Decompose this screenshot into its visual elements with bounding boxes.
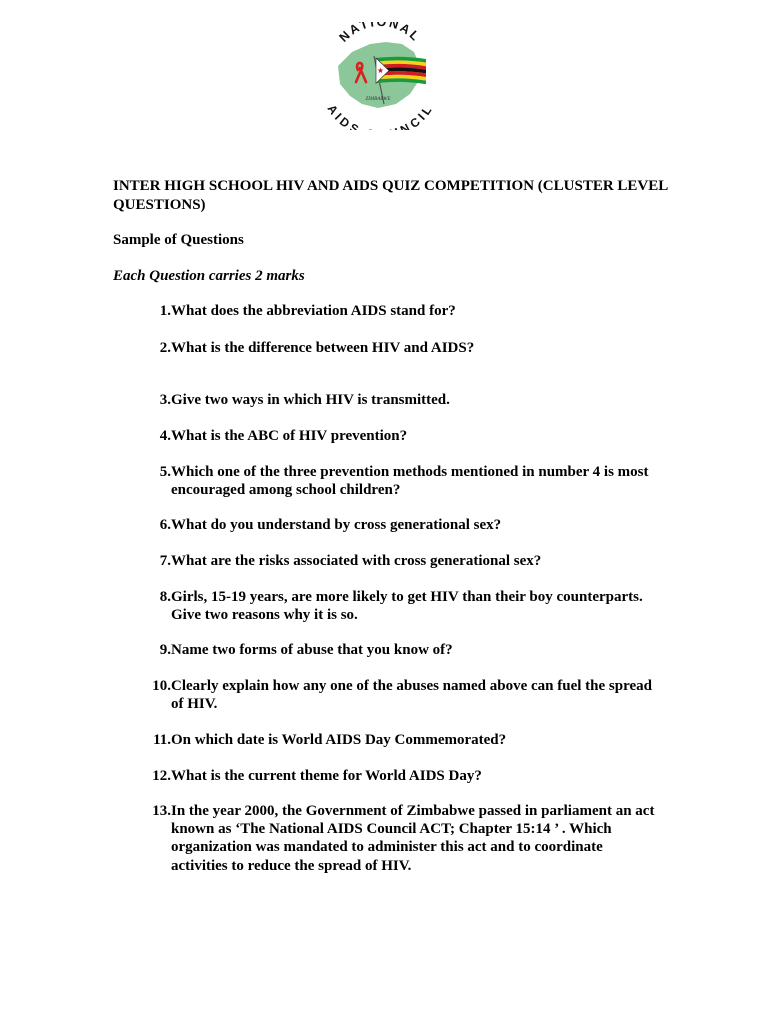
question-text: What is the ABC of HIV prevention?	[171, 428, 408, 444]
question-number: 8.	[159, 589, 171, 605]
question-number: 1.	[159, 303, 171, 319]
question-text: Clearly explain how any one of the abuses named above can fuel the spread of HIV.	[171, 678, 652, 713]
question-text: What is the difference between HIV and AIDS?	[171, 340, 475, 356]
question-text: On which date is World AIDS Day Commemorated?	[171, 732, 507, 748]
question-number: 10.	[152, 678, 171, 694]
question-number: 11.	[153, 732, 171, 748]
question-item	[143, 802, 663, 875]
question-item	[143, 516, 663, 534]
question-number: 5.	[159, 464, 171, 480]
question-item	[143, 767, 663, 785]
question-text: What are the risks associated with cross generational sex?	[171, 553, 542, 569]
question-number: 3.	[159, 392, 171, 408]
question-item	[143, 731, 663, 749]
question-text: Girls, 15-19 years, are more likely to get HIV than their boy counterparts. Give two reasons why it is so.	[171, 589, 643, 624]
question-number: 7.	[159, 553, 171, 569]
question-number: 2.	[159, 340, 171, 356]
question-number: 4.	[159, 428, 171, 444]
question-item	[143, 588, 663, 624]
logo-map-label: ZIMBABWE	[365, 97, 391, 102]
question-item	[143, 391, 663, 409]
question-text: What is the current theme for World AIDS Day?	[171, 768, 482, 784]
question-item	[143, 552, 663, 570]
question-number: 13.	[152, 803, 171, 819]
question-text: In the year 2000, the Government of Zimbabwe passed in parliament an act known as ‘The National AIDS Council ACT; Chapter 15:14 ’ . Which organization was mandated to administer this act and to coordinate activities to reduce the spread of HIV.	[171, 803, 655, 874]
national-aids-council-logo	[322, 22, 438, 130]
question-text: Name two forms of abuse that you know of?	[171, 642, 453, 658]
logo-top-text: NATIONAL	[336, 22, 424, 45]
question-number: 6.	[159, 517, 171, 533]
question-number: 9.	[159, 642, 171, 658]
document-subtitle: Sample of Questions	[113, 232, 244, 248]
svg-text:NATIONAL	[337, 22, 424, 45]
question-item	[143, 677, 663, 713]
question-item	[143, 302, 663, 320]
question-item	[143, 463, 663, 499]
zimbabwe-flag-icon	[376, 57, 426, 84]
document-title: INTER HIGH SCHOOL HIV AND AIDS QUIZ COMPETITION (CLUSTER LEVEL QUESTIONS)	[113, 178, 668, 213]
logo-bottom-text: AIDS NCIL	[324, 101, 436, 130]
question-text: What does the abbreviation AIDS stand for?	[171, 303, 456, 319]
question-text: Give two ways in which HIV is transmitted.	[171, 392, 450, 408]
question-item	[143, 641, 663, 659]
question-item	[143, 339, 663, 357]
marks-note: Each Question carries 2 marks	[113, 268, 305, 284]
question-item	[143, 427, 663, 445]
question-number: 12.	[152, 768, 171, 784]
question-text: Which one of the three prevention methods mentioned in number 4 is most encouraged among school children?	[171, 464, 649, 499]
question-text: What do you understand by cross generational sex?	[171, 517, 502, 533]
